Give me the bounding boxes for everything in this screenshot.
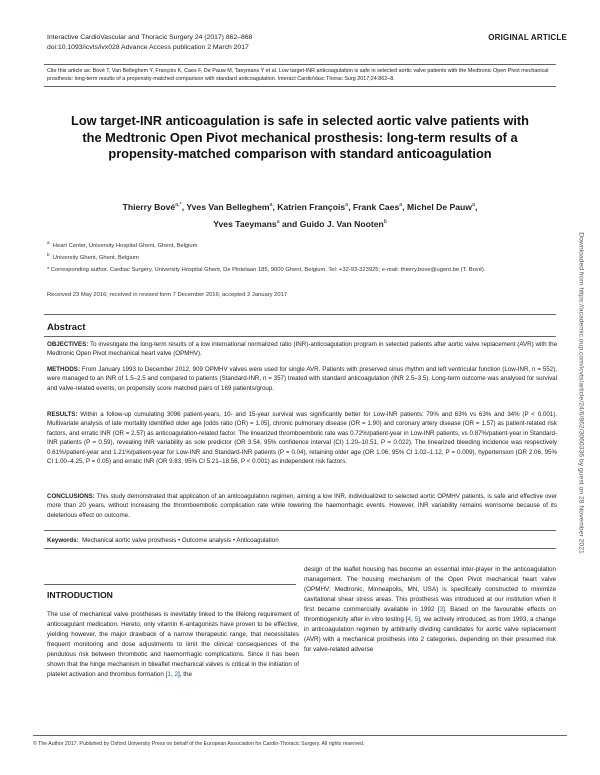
keywords-text: Mechanical aortic valve prosthesis • Outcome analysis • Anticoagulation [82, 537, 279, 544]
introduction-right-column: design of the leaflet housing has become an essential inter-player in the anticoagulation management. The housing mechanism of the Open Pivot mechanical heart valve (OPMHV; Medtronic, Minneapolis, MN, USA) is specifically constructed to minimize cavitational shear stress areas. This prosthesis was introduced at our institution when it first became commercially available in 1992 [3]. Based on the favourable effects on thrombogenicity after in vitro testing [4, 5], we actively introduced, as from 1993, a change in anticoagulation regimen by arbitrarily dividing candidates for aortic valve replacement (AVR) with a mechanical prosthesis into 2 categories, depending on their presumed risk for valve-related adverse [304, 566, 557, 653]
affiliations [47, 239, 547, 262]
divider [44, 584, 296, 585]
abstract-methods [47, 365, 557, 393]
conclusions-label: CONCLUSIONS: [47, 493, 95, 500]
journal-header [47, 33, 252, 52]
journal-citation-line: Interactive CardioVascular and Thoracic Surgery 24 (2017) 862–868 [47, 34, 253, 41]
methods-text: From January 1993 to December 2012, 909 OPMHV valves were used for single AVR. Patients with preserved sinus rhythm and left ventricular function (Low-INR, n = 552), were managed to an INR of 1.5–2.5 and compared to patients (Standard-INR, n = 357) treated with standard anticoagulation (INR 2.5–3.5). Long-term outcome was analysed for survival and valve-related events, on propensity score matched pairs of 169 patients/group. [47, 366, 557, 392]
divider [33, 735, 567, 736]
author-list: Thierry Bové$^{a,*}$, Yves Van Belleghem$^a$, Katrien François$^a$, Frank Caes$^a$, Michel De Pauw$^a$, Yves Taeymans$^a$ and Guido J. Van Nooten$^b$ [122, 201, 478, 230]
divider [44, 548, 556, 549]
affiliation: $^a$ Heart Center, University Hospital Ghent, Ghent, Belgium [47, 240, 198, 249]
affiliation: $^b$ University Ghent, Ghent, Belgium [47, 251, 139, 261]
author[interactable]: Thierry Bové$^{a,*}$ [122, 201, 182, 212]
copyright-footer: © The Author 2017. Published by Oxford University Press on behalf of the European Association for Cardio-Thoracic Surgery. All rights reserved. [33, 741, 365, 747]
results-label: RESULTS: [47, 411, 78, 418]
reference-link[interactable]: 3 [439, 606, 444, 613]
abstract-conclusions [47, 492, 557, 520]
journal-doi-line: doi:10.1093/icvts/ivx028 Advance Access publication 2 March 2017 [47, 43, 249, 51]
received-dates: Received 23 May 2016; received in revised form 7 December 2016; accepted 2 January 2017 [47, 292, 288, 298]
introduction-left-column: The use of mechanical valve prostheses is inevitably linked to the lifelong requirement of anticoagulant medication. Hereto, only vitamin K-antagonists have proven to be effective, yielding however, the major drawback of a narrow therapeutic range, that necessitates frequent monitoring and dose adjustments to limit the clinical consequences of the pendulous risk between thrombotic and haemorrhagic complications. Since it has been shown that the hinge mechanism in bileaflet mechanical valves is critical in the initiation of platelet activation and thrombus formation [1, 2], the [47, 611, 299, 678]
conclusions-text: This study demonstrated that application of an anticoagulation regimen, aiming a low INR, individualized to selected aortic OPMHV patients, is safe and effective over more than 20 years, without increasing the thromboembolic complication rate while lowering the haemorrhagic events. However, INR variability remains worrisome because of its deleterious effect on outcome. [47, 493, 557, 519]
article-title: Low target-INR anticoagulation is safe in selected aortic valve patients with the Medtronic Open Pivot mechanical prosthesis: long-term results of a propensity-matched comparison with standard anticoagulation [71, 113, 529, 161]
author[interactable]: Frank Caes$^a$ [352, 201, 403, 212]
reference-link[interactable]: 4 [407, 616, 412, 623]
abstract-heading: Abstract [47, 322, 86, 333]
author[interactable]: Yves Taeymans$^a$ [213, 219, 280, 230]
methods-label: METHODS: [47, 366, 80, 373]
download-watermark: Downloaded from https://academic.oup.com/icvts/article/24/6/862/3060336 by guest on 28 November 2021 [577, 231, 585, 554]
abstract-objectives [47, 340, 557, 359]
reference-link[interactable]: 1 [167, 671, 171, 678]
divider [44, 336, 556, 337]
keywords [47, 537, 279, 544]
author[interactable]: Guido J. Van Nooten$^b$ [299, 219, 387, 230]
keywords-label: Keywords: [47, 537, 79, 544]
abstract-results [47, 410, 557, 466]
article-type-label: ORIGINAL ARTICLE [488, 33, 567, 42]
author[interactable]: Yves Van Belleghem$^a$ [186, 201, 273, 212]
objectives-label: OBJECTIVES: [47, 341, 89, 348]
introduction-heading: INTRODUCTION [47, 590, 113, 600]
reference-link[interactable]: 2 [174, 671, 178, 678]
correspondence-note: * Corresponding author. Cardiac Surgery, University Hospital Ghent, De Pintelaan 185, 9000 Ghent, Belgium. Tel: +32-93-323925; e-mail: thierry.bove@ugent.be (T. Bové). [47, 267, 486, 273]
citation-box: Cite this article as: Bové T, Van Belleghem Y, François K, Caes F, De Pauw M, Taeymans Y et al. Low target-INR anticoagulation is safe in selected aortic valve patients with the Medtronic Open Pivot mechanical prosthesis: long-term results of a propensity-matched comparison with standard anticoagulation. Interact CardioVasc Thorac Surg 2017;24:862–8. [44, 64, 556, 87]
author[interactable]: Katrien François$^a$ [277, 201, 349, 212]
divider [44, 530, 556, 531]
author[interactable]: Michel De Pauw$^a$ [407, 201, 475, 212]
divider [44, 314, 556, 315]
reference-link[interactable]: 5 [414, 616, 419, 623]
results-text: Within a follow-up cumulating 3096 patient-years, 10- and 15-year survival was significantly better for Low-INR patients: 79% and 63% vs 63% and 34% (P < 0.001). Multivariate analysis of late mortality identified older age [odds ratio (OR) = 1.05], chronic pulmonary disease (OR = 1.90) and coronary artery disease (OR = 1.57) as patient-related risk factors, and erratic INR (OR = 2.57) as anticoagulation-related factor. The linearized thromboembolic rate was 0.72%/patient-year in Low-INR patients, vs 0.87%/patient-year in Standard-INR patients (P = 0.59), revealing INR variability as sole predictor (OR 3.54, 95% confidence interval (CI) 1.20–10.51, P = 0.022). The linearized bleeding incidence was respectively 0.61%/patient-year and 1.21%/patient-year for Low-INR and Standard-INR patients (P = 0.04), retaining older age (OR 1.06, 95% CI 1.02–1.12, P = 0.009), hypertension (OR 2.06, 95% CI 1.00–4.25, P = 0.05) and erratic INR (OR 9.83, 95% CI 5.21–18.56, P < 0.001) as independent risk factors. [47, 411, 557, 466]
objectives-text: To investigate the long-term results of a low international normalized ratio (INR)-anticoagulation program in selected patients after aortic valve replacement (AVR) with the Medtronic Open Pivot mechanical heart valve (OPMHV). [47, 341, 558, 358]
